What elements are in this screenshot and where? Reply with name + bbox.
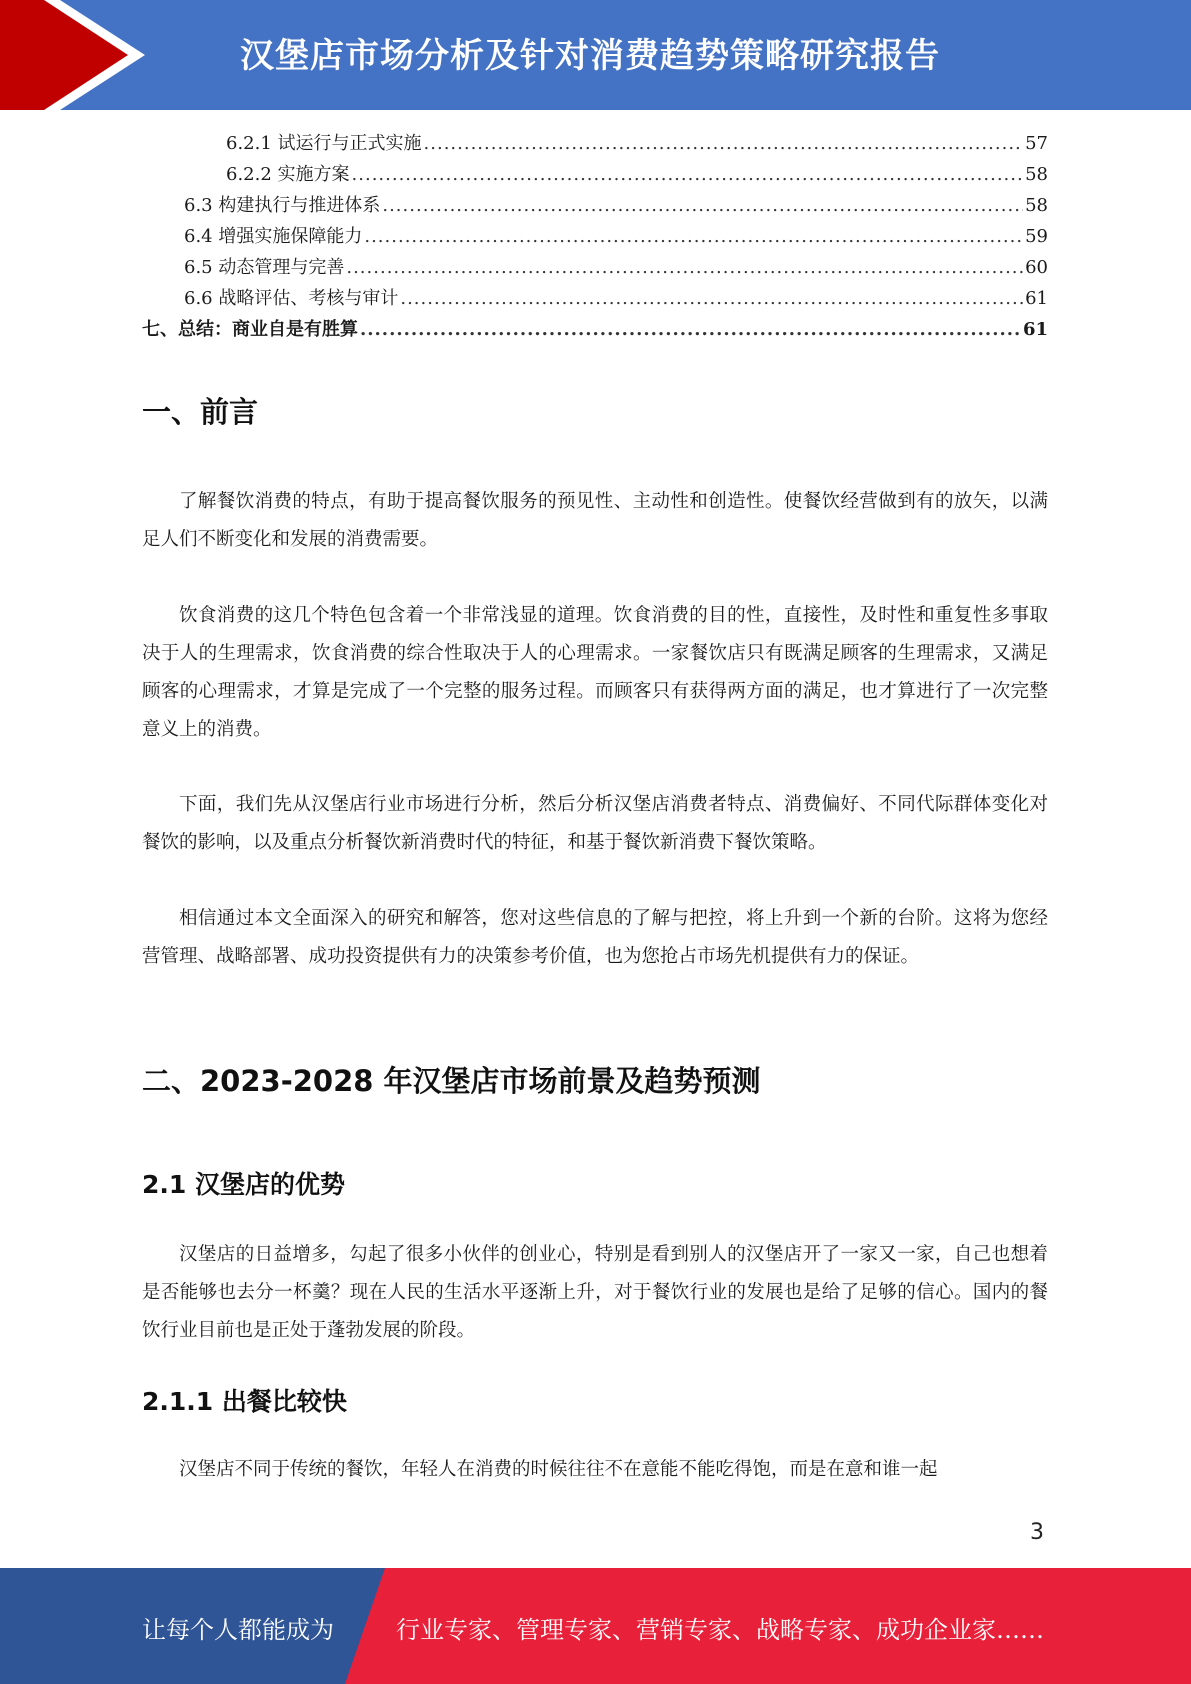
page-footer [0, 1568, 1191, 1684]
footer-slogan-right: 行业专家、管理专家、营销专家、战略专家、成功企业家…… [396, 1616, 1044, 1644]
paragraph: 汉堡店的日益增多，勾起了很多小伙伴的创业心，特别是看到别人的汉堡店开了一家又一家，自己也想着是否能够也去分一杯羹？现在人民的生活水平逐渐上升，对于餐饮行业的发展也是给了足够的信心。国内的餐饮行业目前也是正处于蓬勃发展的阶段。 [142, 1244, 1048, 1341]
header-title: 汉堡店市场分析及针对消费趋势策略研究报告 [240, 36, 940, 76]
toc-item-page: 58 [1025, 195, 1048, 216]
subsection-heading: 2.1.1 出餐比较快 [142, 1387, 347, 1416]
paragraph: 了解餐饮消费的特点，有助于提高餐饮服务的预见性、主动性和创造性。使餐饮经营做到有的放矢，以满足人们不断变化和发展的消费需要。 [142, 491, 1048, 550]
toc-item-text: 6.5 动态管理与完善 [184, 257, 345, 278]
toc-leader-dots [360, 314, 1021, 345]
section-heading-forecast: 二、2023-2028 年汉堡店市场前景及趋势预测 [142, 1064, 761, 1098]
toc-item[interactable] [142, 159, 1048, 190]
toc-item-text: 6.4 增强实施保障能力 [184, 226, 363, 247]
toc-item[interactable] [142, 252, 1048, 283]
paragraph: 相信通过本文全面深入的研究和解答，您对这些信息的了解与把控，将上升到一个新的台阶。这将为您经营管理、战略部署、成功投资提供有力的决策参考价值，也为您抢占市场先机提供有力的保证。 [142, 908, 1048, 967]
toc-item[interactable] [142, 221, 1048, 252]
toc-item-text: 6.3 构建执行与推进体系 [184, 195, 381, 216]
section-heading-preface: 一、前言 [142, 395, 259, 429]
toc-item[interactable] [142, 128, 1048, 159]
toc-item-page: 61 [1025, 288, 1048, 309]
toc-item-text: 6.2.2 实施方案 [226, 164, 350, 185]
toc-item-page: 57 [1025, 133, 1048, 154]
paragraph: 汉堡店不同于传统的餐饮，年轻人在消费的时候往往不在意能不能吃得饱，而是在意和谁一起 [179, 1459, 938, 1480]
toc-leader-dots [352, 159, 1024, 190]
toc-leader-dots [346, 252, 1023, 283]
toc-item-text: 6.2.1 试运行与正式实施 [226, 133, 422, 154]
toc-item-page: 61 [1022, 319, 1048, 340]
toc-item-text: 6.6 战略评估、考核与审计 [184, 288, 399, 309]
header-red-arrow-decoration [0, 0, 160, 110]
footer-slogan-left: 让每个人都能成为 [142, 1616, 334, 1644]
toc-item-text: 七、总结：商业自是有胜算 [142, 319, 358, 340]
paragraph: 饮食消费的这几个特色包含着一个非常浅显的道理。饮食消费的目的性，直接性，及时性和重复性多事取决于人的生理需求，饮食消费的综合性取决于人的心理需求。一家餐饮店只有既满足顾客的生理需求，又满足顾客的心理需求，才算是完成了一个完整的服务过程。而顾客只有获得两方面的满足，也才算进行了一次完整意义上的消费。 [142, 605, 1048, 740]
toc-item[interactable] [142, 190, 1048, 221]
paragraph: 下面，我们先从汉堡店行业市场进行分析，然后分析汉堡店消费者特点、消费偏好、不同代际群体变化对餐饮的影响，以及重点分析餐饮新消费时代的特征，和基于餐饮新消费下餐饮策略。 [142, 794, 1048, 853]
toc-item[interactable] [142, 283, 1048, 314]
toc-leader-dots [382, 190, 1023, 221]
page-header [0, 0, 1191, 110]
toc-leader-dots [400, 283, 1023, 314]
page-number: 3 [1030, 1520, 1044, 1545]
toc-item[interactable] [142, 314, 1048, 345]
toc-item-page: 58 [1025, 164, 1048, 185]
table-of-contents [142, 128, 1048, 345]
toc-item-page: 60 [1025, 257, 1048, 278]
toc-item-page: 59 [1025, 226, 1048, 247]
toc-leader-dots [424, 128, 1024, 159]
toc-leader-dots [364, 221, 1023, 252]
subsection-heading: 2.1 汉堡店的优势 [142, 1170, 345, 1199]
